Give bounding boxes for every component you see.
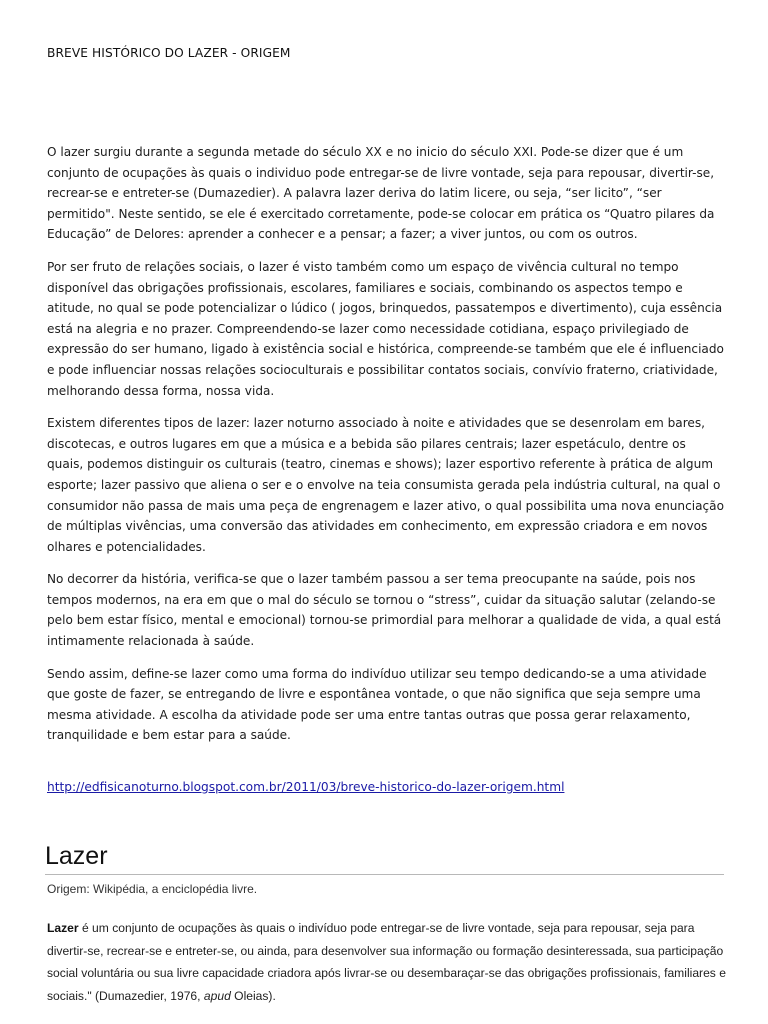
- wiki-definition-text: é um conjunto de ocupações às quais o indivíduo pode entregar-se de livre vontade, seja para repousar, seja para divertir-se, recrear-se e entreter-se, ou ainda, para desenvolver sua informação ou formação desinteressada, sua participação social voluntária ou sua livre capacidade criadora após livrar-se ou desembaraçar-se das obrigações profissionais, familiares e sociais." (Dumazedier, 1976,: [47, 921, 726, 1003]
- wiki-origin-note: Origem: Wikipédia, a enciclopédia livre.: [47, 882, 258, 896]
- paragraph-definition: Sendo assim, define-se lazer como uma forma do indivíduo utilizar seu tempo dedicando-se a uma atividade que goste de fazer, se entregando de livre e espontânea vontade, o que não significa que seja sempre uma mesma atividade. A escolha da atividade pode ser uma entre tantas outras que possa gerar relaxamento, tranquilidade e bem estar para a saúde.: [47, 666, 707, 743]
- paragraph-types-of-leisure: Existem diferentes tipos de lazer: lazer noturno associado à noite e atividades que se desenrolam em bares, discotecas, e outros lugares em que a música e a bebida são pilares centrais; lazer espetáculo, dentre os quais, podemos distinguir os culturais (teatro, cinemas e shows); lazer esportivo referente à prática de algum esporte; lazer passivo que aliena o ser e o envolve na teia consumista gerada pela indústria cultural, na qual o consumidor não passa de mais uma peça de engrenagem e lazer ativo, o qual possibilita uma nova enunciação de múltiplas vivências, uma conversão das atividades em conhecimento, em expressão criadora e em novos olhares e potencialidades.: [47, 416, 724, 554]
- wiki-citation-end: Oleias).: [230, 988, 276, 1003]
- wiki-apud: apud: [203, 988, 231, 1003]
- wiki-term: Lazer: [47, 921, 79, 935]
- wiki-definition-paragraph: [47, 917, 727, 1007]
- paragraph-health: No decorrer da história, verifica-se que o lazer também passou a ser tema preocupante na saúde, pois nos tempos modernos, na era em que o mal do século se tornou o “stress”, cuidar da situação salutar (zelando-se pelo bem estar físico, mental e emocional) tornou-se primordial para melhorar a qualidade de vida, a qual está intimamente relacionada à saúde.: [47, 572, 722, 649]
- source-url-link[interactable]: http://edfisicanoturno.blogspot.com.br/2011/03/breve-historico-do-lazer-origem.html: [47, 780, 565, 794]
- document-title: BREVE HISTÓRICO DO LAZER - ORIGEM: [47, 46, 291, 60]
- article-body: [47, 142, 725, 758]
- paragraph-social-relations: Por ser fruto de relações sociais, o lazer é visto também como um espaço de vivência cultural no tempo disponível das obrigações profissionais, escolares, familiares e sociais, combinando os aspectos tempo e atitude, no qual se pode potencializar o lúdico ( jogos, brinquedos, passatempos e divertimento), cuja essência está na alegria e no prazer. Compreendendo-se lazer como necessidade cotidiana, espaço privilegiado de expressão do ser humano, ligado à existência social e histórica, compreende-se também que ele é influenciado e pode influenciar nossas relações socioculturais e possibilitar contatos sociais, convívio fraterno, criatividade, melhorando dessa forma, nossa vida.: [47, 259, 724, 398]
- wiki-heading: Lazer: [45, 842, 724, 875]
- paragraph-origin: O lazer surgiu durante a segunda metade do século XX e no inicio do século XXI. Pode-se dizer que é um conjunto de ocupações às quais o individuo pode entregar-se de livre vontade, seja para repousar, divertir-se, recrear-se e entreter-se (Dumazedier). A palavra lazer deriva do latim licere, ou seja, “ser licito”, “ser permitido". Neste sentido, se ele é exercitado corretamente, pode-se colocar em prática os “Quatro pilares da Educação” de Delores: aprender a conhecer e a pensar; a fazer; a viver juntos, ou com os outros.: [47, 145, 715, 242]
